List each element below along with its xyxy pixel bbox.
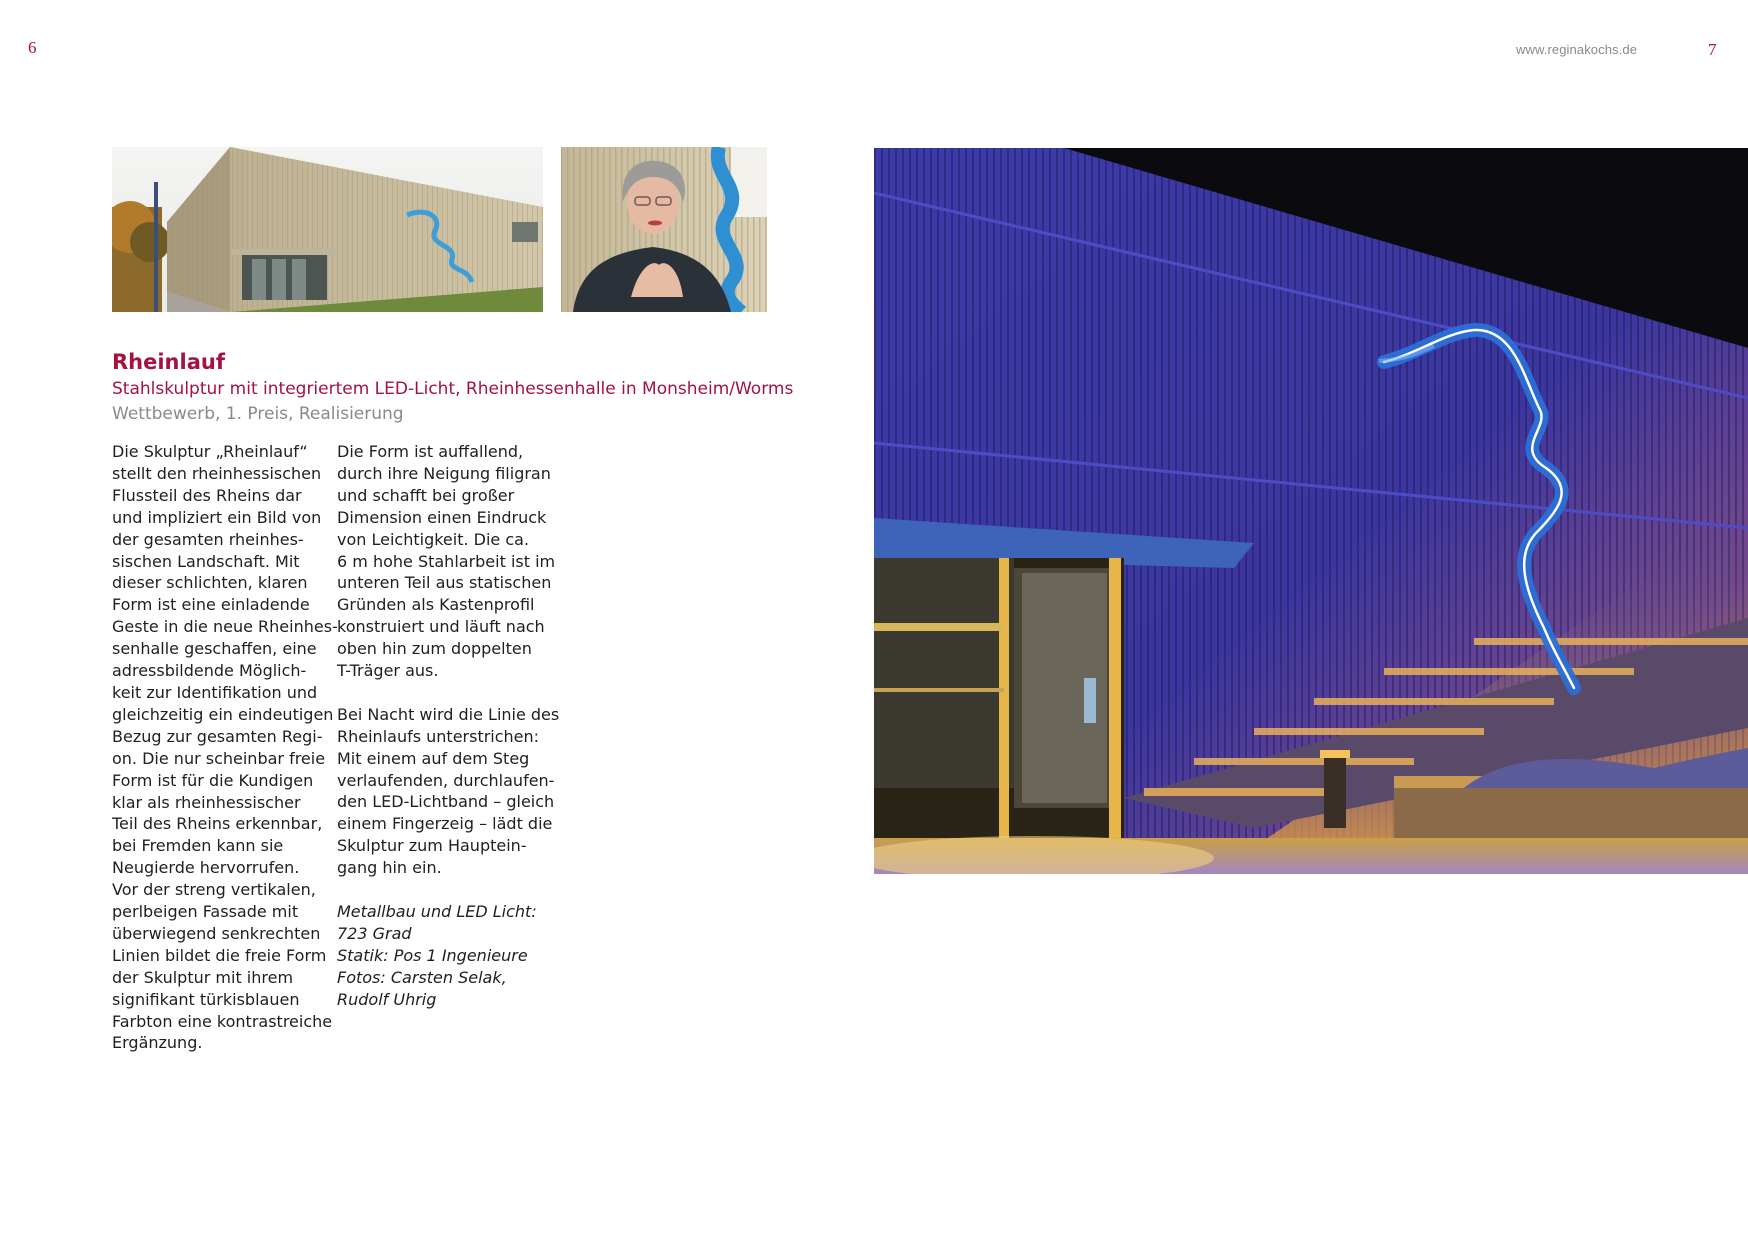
text-line: Teil des Rheins erkennbar, xyxy=(112,814,323,834)
text-line: überwiegend senkrechten xyxy=(112,923,321,943)
text-line: Neugierde hervorrufen. xyxy=(112,858,300,878)
text-line: T-Träger aus. xyxy=(337,661,439,681)
credits-line: Metallbau und LED Licht: xyxy=(337,902,537,921)
credits-line: Rudolf Uhrig xyxy=(337,989,437,1009)
text-line: on. Die nur scheinbar freie xyxy=(112,748,326,768)
text-line: von Leichtigkeit. Die ca. xyxy=(337,529,530,549)
text-line: einem Fingerzeig – lädt die xyxy=(337,814,553,834)
credits-line: Fotos: Carsten Selak, xyxy=(337,967,507,987)
text-line: Farbton eine kontrastreiche xyxy=(112,1011,333,1031)
photo-building-night-led-sculpture xyxy=(874,148,1748,874)
text-line: klar als rheinhessischer xyxy=(112,792,301,812)
text-line: bei Fremden kann sie xyxy=(112,836,284,856)
text-line: Ergänzung. xyxy=(112,1033,203,1053)
text-line: Mit einem auf dem Steg xyxy=(337,748,530,768)
text-line: durch ihre Neigung filigran xyxy=(337,463,551,483)
text-line: der gesamten rheinhes- xyxy=(112,529,304,549)
text-line: senhalle geschaffen, eine xyxy=(112,639,317,659)
text-line: perlbeigen Fassade mit xyxy=(112,902,299,922)
text-line: Geste in die neue Rheinhes- xyxy=(112,617,338,637)
text-line: Vor der streng vertikalen, xyxy=(112,880,316,900)
text-line: gang hin ein. xyxy=(337,858,442,878)
text-column-right xyxy=(337,441,560,1011)
credits-line: 723 Grad xyxy=(337,923,412,943)
photo-building-day xyxy=(112,147,543,312)
text-line: gleichzeitig ein eindeutigen xyxy=(112,704,334,724)
article-title: Rheinlauf xyxy=(112,350,225,374)
page-number-left: 6 xyxy=(28,38,37,57)
photo-portrait xyxy=(561,147,767,312)
paragraph-gap xyxy=(337,682,552,704)
website-url: www.reginakochs.de xyxy=(1516,42,1638,57)
text-line: Dimension einen Eindruck xyxy=(337,507,547,527)
text-line: Skulptur zum Hauptein- xyxy=(337,836,527,856)
text-line: Form ist eine einladende xyxy=(112,595,310,615)
text-line: den LED-Lichtband – gleich xyxy=(337,792,555,812)
text-line: sischen Landschaft. Mit xyxy=(112,551,300,571)
text-line: oben hin zum doppelten xyxy=(337,639,532,659)
text-line: und schafft bei großer xyxy=(337,485,515,505)
page-number-right: 7 xyxy=(1708,40,1717,59)
text-line: 6 m hohe Stahlarbeit ist im xyxy=(337,551,556,571)
text-line: der Skulptur mit ihrem xyxy=(112,967,294,987)
credits-line: Statik: Pos 1 Ingenieure xyxy=(337,945,528,965)
text-line: dieser schlichten, klaren xyxy=(112,573,308,593)
text-line: Rheinlaufs unterstrichen: xyxy=(337,726,540,746)
text-line: signifikant türkisblauen xyxy=(112,989,300,1009)
text-line: Linien bildet die freie Form xyxy=(112,945,327,965)
text-line: unteren Teil aus statischen xyxy=(337,573,552,593)
text-line: Bei Nacht wird die Linie des xyxy=(337,704,560,724)
text-line: keit zur Identifikation und xyxy=(112,682,318,702)
text-line: Die Form ist auffallend, xyxy=(337,442,524,461)
text-line: konstruiert und läuft nach xyxy=(337,617,545,637)
text-line: verlaufenden, durchlaufen- xyxy=(337,770,555,790)
text-column-left xyxy=(112,441,338,1054)
text-line: Bezug zur gesamten Regi- xyxy=(112,726,323,746)
paragraph-gap xyxy=(337,879,552,901)
text-line: und impliziert ein Bild von xyxy=(112,507,322,527)
article-meta: Wettbewerb, 1. Preis, Realisierung xyxy=(112,404,404,424)
text-line: adressbildende Möglich- xyxy=(112,661,307,681)
text-line: Form ist für die Kundigen xyxy=(112,770,314,790)
article-subtitle: Stahlskulptur mit integriertem LED-Licht, Rheinhessenhalle in Monsheim/Worms xyxy=(112,379,794,399)
text-line: Gründen als Kastenprofil xyxy=(337,595,535,615)
text-line: stellt den rheinhessischen xyxy=(112,463,322,483)
text-line: Die Skulptur „Rheinlauf“ xyxy=(112,442,308,461)
text-line: Flussteil des Rheins dar xyxy=(112,485,302,505)
